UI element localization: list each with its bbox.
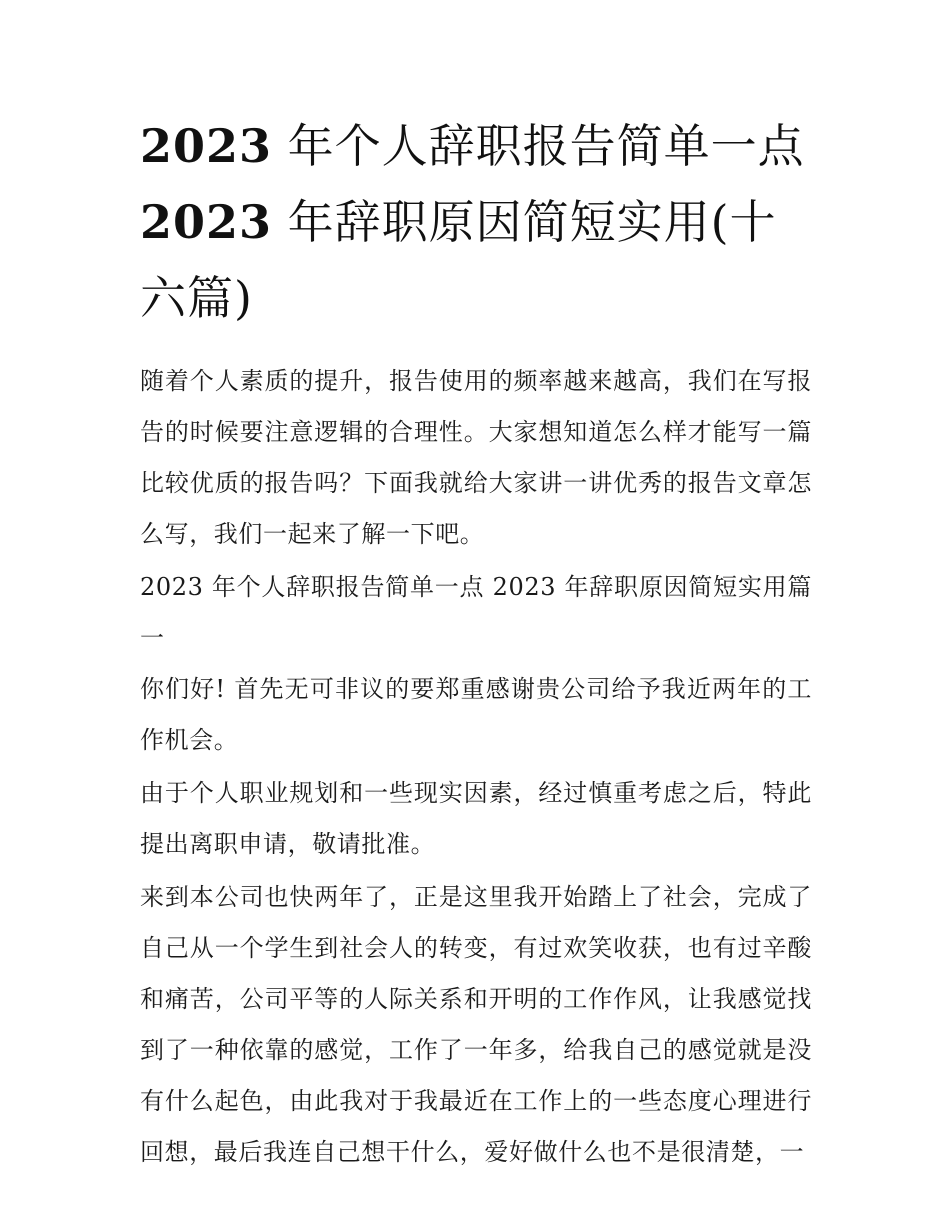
paragraph-experience: 来到本公司也快两年了，正是这里我开始踏上了社会，完成了自己从一个学生到社会人的转变，有过欢笑收获，也有过辛酸和痛苦，公司平等的人际关系和开明的工作作风，让我感觉找到了一种依靠的感觉，工作了一年多，给我自己的感觉就是没有什么起色，由此我对于我最近在工作上的一些态度心理进行回想，最后我连自己想干什么，爱好做什么也不是很清楚，一 bbox=[140, 883, 812, 1166]
title-text-2: 年辞职原因简短实用(十六篇) bbox=[140, 195, 777, 325]
paragraph-intro: 随着个人素质的提升，报告使用的频率越来越高，我们在写报告的时候要注意逻辑的合理性。大家想知道怎么样才能写一篇比较优质的报告吗？下面我就给大家讲一讲优秀的报告文章怎么写，我们一起来了解一下吧。 bbox=[140, 367, 812, 548]
paragraph-section-heading: 2023 年个人辞职报告简单一点 2023 年辞职原因简短实用篇一 bbox=[140, 573, 812, 652]
document-title bbox=[140, 108, 820, 336]
document-body bbox=[140, 356, 812, 1178]
title-year-1: 2023 bbox=[140, 119, 273, 173]
paragraph-resignation-request: 由于个人职业规划和一些现实因素，经过慎重考虑之后，特此提出离职申请，敬请批准。 bbox=[140, 779, 812, 858]
paragraph-greeting: 你们好! 首先无可非议的要郑重感谢贵公司给予我近两年的工作机会。 bbox=[140, 675, 812, 754]
title-text-1: 年个人辞职报告简单一点 bbox=[272, 119, 805, 173]
title-year-2: 2023 bbox=[140, 195, 273, 249]
